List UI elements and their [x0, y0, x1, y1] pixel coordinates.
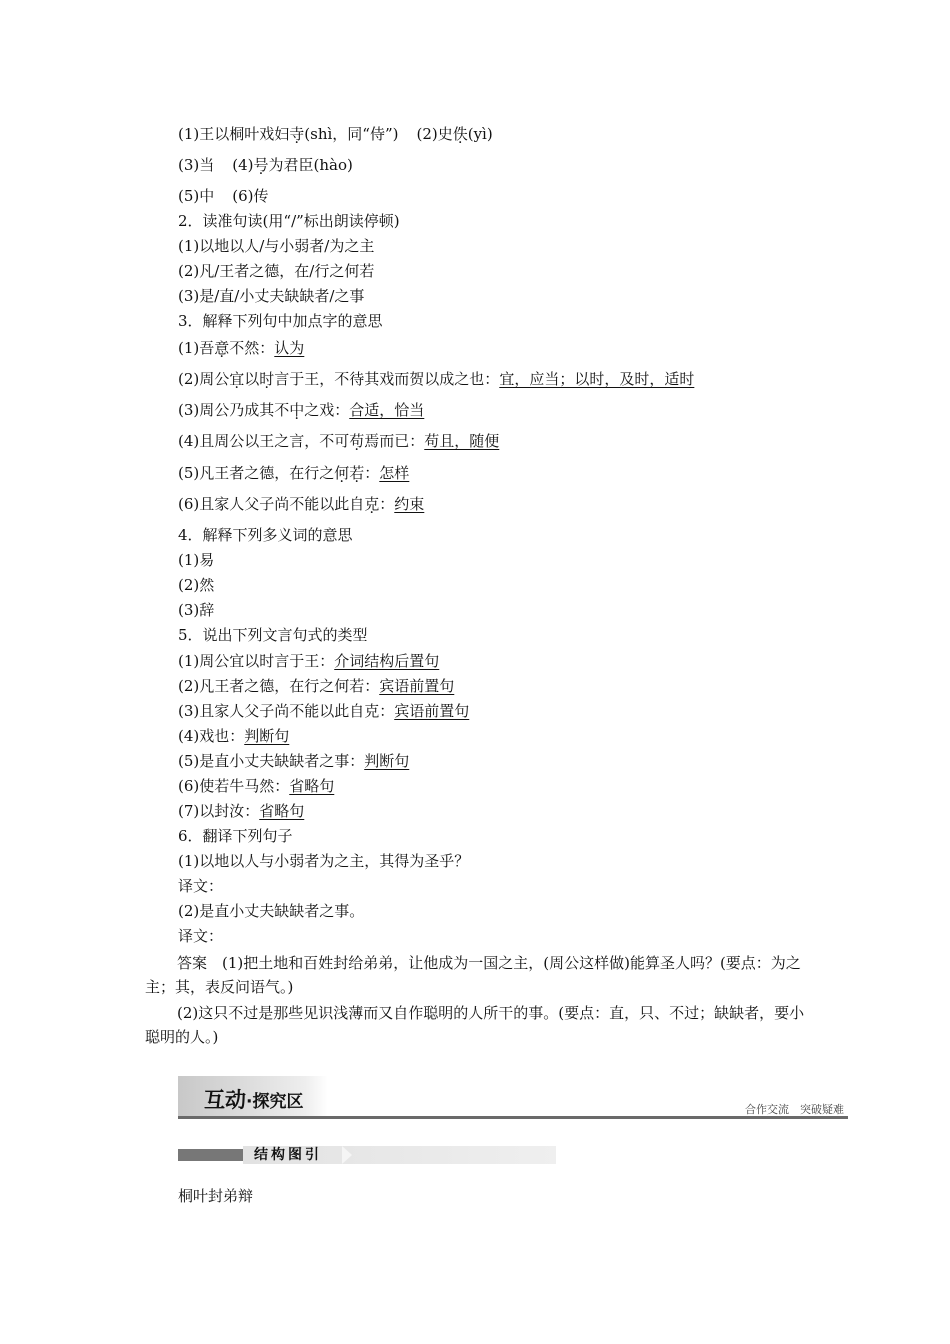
q6-translation-label-1: 译文：	[178, 877, 224, 895]
q3-text: (1)吾	[178, 339, 215, 357]
q3-answer: 约束	[394, 495, 425, 513]
q5-answer: 宾语前置句	[394, 702, 470, 720]
dotted-char: 若	[349, 464, 365, 482]
q6-translation-label-2: 译文：	[178, 927, 224, 945]
q5-question: (4)戏也：	[178, 727, 245, 745]
q1-text: (yì)	[467, 125, 493, 143]
q3-answer: 怎样	[379, 464, 410, 482]
banner-subtitle: 合作交流 突破疑难	[745, 1103, 844, 1116]
q6-sentence-1: (1)以地以人与小弱者为之主，其得为圣乎？	[178, 852, 470, 870]
q5-question: (7)以封汝：	[178, 802, 260, 820]
q1-text: (3)当	[178, 156, 215, 174]
q3-item-4	[178, 431, 499, 451]
q4-item: (1)易	[178, 551, 215, 569]
q5-item	[178, 726, 289, 746]
dotted-char: 何	[334, 464, 350, 482]
q5-item	[178, 801, 304, 821]
q1-text: (shì，同“侍”)	[304, 125, 399, 143]
q3-item-6	[178, 494, 424, 514]
q1-line-2	[178, 155, 353, 175]
dotted-char: 中	[289, 401, 305, 419]
dotted-char: 意	[214, 339, 230, 357]
q1-text: (4)	[232, 156, 254, 174]
banner-title	[204, 1084, 303, 1114]
q3-item-1	[178, 338, 304, 358]
q3-text: (6)且家人父子尚不能以此自	[178, 495, 365, 513]
dotted-char: 时	[259, 370, 275, 388]
q5-title: 5．说出下列文言句式的类型	[178, 626, 368, 644]
q3-text: ：	[379, 495, 395, 513]
q6-answer-2: (2)这只不过是那些见识浅薄而又自作聪明的人所干的事。(要点：直，只、不过；缺缺者，要小聪明的人。)	[145, 1004, 805, 1046]
structure-heading: 结构图引	[254, 1147, 322, 1163]
q2-title: 2．读准句读(用“/”标出朗读停顿)	[178, 212, 400, 230]
q5-answer: 宾语前置句	[379, 677, 455, 695]
q3-text: 言于王，不待其戏而贺以成之也：	[274, 370, 500, 388]
q5-answer: 省略句	[259, 802, 305, 820]
q5-item	[178, 776, 334, 796]
q2-item: (2)凡/王者之德，在/行之何若	[178, 262, 375, 280]
q5-item	[178, 701, 469, 721]
q5-answer: 介词结构后置句	[334, 652, 440, 670]
q5-answer: 判断句	[364, 752, 410, 770]
q6-title: 6．翻译下列句子	[178, 827, 293, 845]
q4-item: (3)辞	[178, 601, 215, 619]
q3-text: ：	[364, 464, 380, 482]
banner-title-sub: ·探究区	[246, 1092, 304, 1112]
q6-answer-1: 答案 (1)把土地和百姓封给弟弟，让他成为一国之主，(周公这样做)能算圣人吗？(要点：为之主；其，表反问语气。)	[145, 954, 801, 996]
q3-text: (3)周公乃成其不	[178, 401, 290, 419]
section-banner	[178, 1076, 848, 1120]
q3-text: 之戏：	[304, 401, 350, 419]
banner-rule	[178, 1116, 848, 1119]
dotted-char: 佚	[452, 125, 468, 143]
q5-answer: 判断句	[244, 727, 290, 745]
heading-bar-dark	[178, 1149, 243, 1161]
dotted-char: 苟	[349, 432, 365, 450]
q4-title: 4．解释下列多义词的意思	[178, 526, 353, 544]
q3-item-5	[178, 463, 409, 483]
q1-text: (5)中	[178, 187, 215, 205]
q4-item: (2)然	[178, 576, 215, 594]
dotted-char: 寺	[289, 125, 305, 143]
q1-text: (6)传	[232, 187, 269, 205]
q5-question: (2)凡王者之德，在行之何若：	[178, 677, 380, 695]
q3-text: (5)凡王者之德，在行之	[178, 464, 335, 482]
q3-title: 3．解释下列句中加点字的意思	[178, 312, 383, 330]
q1-text: (1)王以桐叶戏妇	[178, 125, 290, 143]
q5-question: (3)且家人父子尚不能以此自克：	[178, 702, 395, 720]
arrow-icon	[342, 1146, 352, 1164]
dotted-char: 号	[253, 156, 269, 174]
q1-text: 为君臣(hào)	[268, 156, 353, 174]
q2-item: (3)是/直/小丈夫缺缺者/之事	[178, 287, 365, 305]
q1-line-3	[178, 186, 269, 206]
q5-item	[178, 651, 439, 671]
q3-text: (2)周公	[178, 370, 230, 388]
q3-answer: 合适，恰当	[349, 401, 425, 419]
q1-line-1	[178, 124, 493, 144]
q3-text: 不然：	[229, 339, 275, 357]
q5-item	[178, 751, 409, 771]
structure-text: 桐叶封弟辩	[178, 1187, 254, 1205]
q6-sentence-2: (2)是直小丈夫缺缺者之事。	[178, 902, 365, 920]
q5-item	[178, 676, 454, 696]
q5-question: (5)是直小丈夫缺缺者之事：	[178, 752, 365, 770]
q3-answer: 认为	[274, 339, 305, 357]
q3-text: 焉而已：	[364, 432, 425, 450]
banner-title-main: 互动	[204, 1088, 246, 1112]
q3-text: 以	[244, 370, 260, 388]
q1-text: (2)史	[416, 125, 453, 143]
q3-text: (4)且周公以王之言，不可	[178, 432, 350, 450]
q3-item-2	[178, 369, 694, 389]
q3-answer: 苟且，随便	[424, 432, 500, 450]
q5-answer: 省略句	[289, 777, 335, 795]
q2-item: (1)以地以人/与小弱者/为之主	[178, 237, 375, 255]
q3-item-3	[178, 400, 424, 420]
q5-question: (6)使若牛马然：	[178, 777, 290, 795]
q3-answer: 宜，应当；以时，及时，适时	[499, 370, 695, 388]
structure-heading-bar	[178, 1146, 556, 1164]
q5-question: (1)周公宜以时言于王：	[178, 652, 335, 670]
dotted-char: 宜	[229, 370, 245, 388]
dotted-char: 克	[364, 495, 380, 513]
